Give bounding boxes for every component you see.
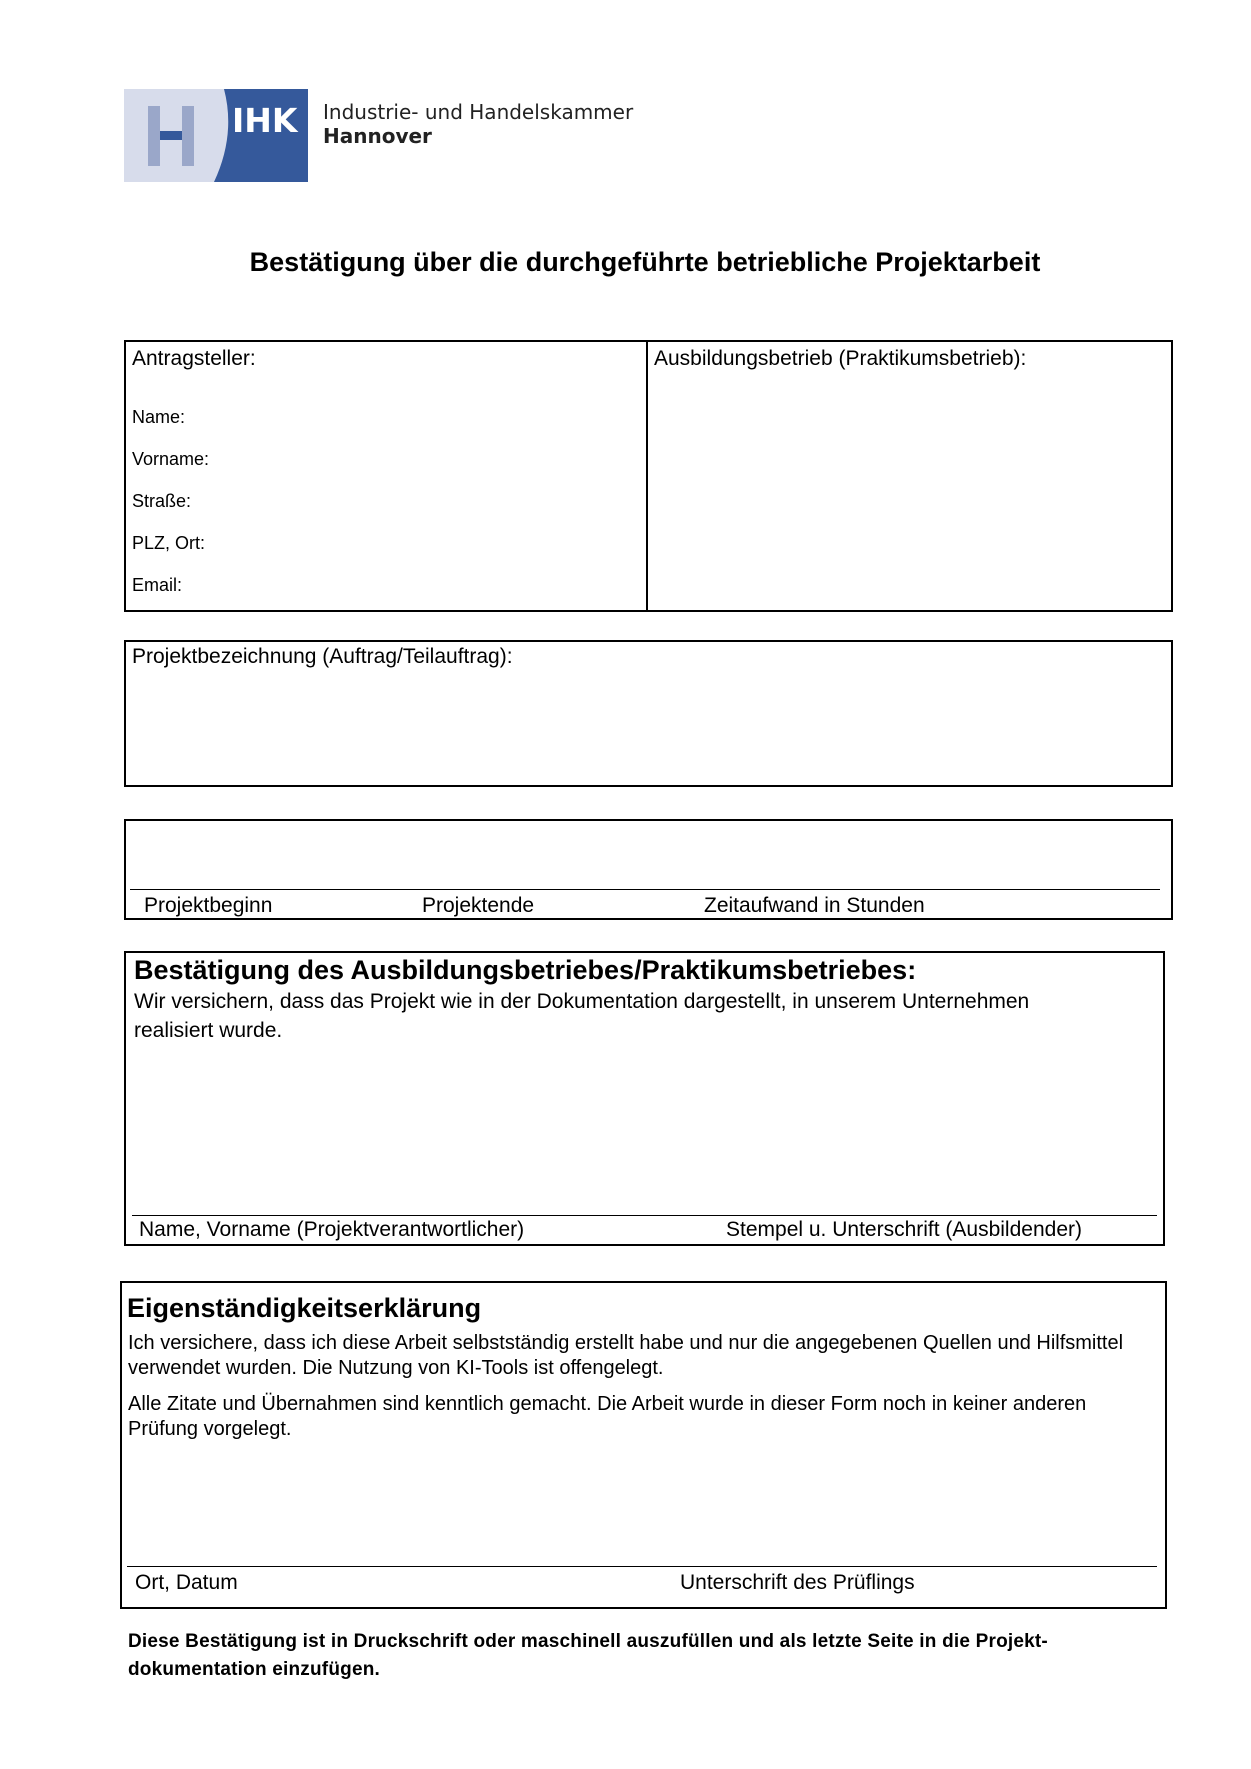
box-divider	[646, 340, 648, 612]
svg-text:IHK: IHK	[232, 101, 298, 140]
declaration-signature-line	[127, 1566, 1157, 1567]
field-street: Straße:	[132, 491, 192, 511]
field-name: Name:	[132, 407, 186, 427]
company-confirmation-box	[124, 951, 1165, 1246]
declaration-paragraph-1: Ich versichere, dass ich diese Arbeit selbstständig erstellt habe und nur die angegebenen Quellen und Hilfsmittel verwendet wurden. Die Nutzung von KI-Tools ist offengelegt.	[128, 1332, 1124, 1379]
ihk-logo	[124, 89, 308, 182]
project-begin-label: Projektbeginn	[144, 894, 273, 917]
declaration-heading: Eigenständigkeitserklärung	[127, 1293, 482, 1323]
declaration-paragraph-2: Alle Zitate und Übernahmen sind kenntlich gemacht. Die Arbeit wurde in dieser Form noch in keiner anderen Prüfung vorgelegt.	[128, 1393, 1087, 1440]
project-heading: Projektbezeichnung (Auftrag/Teilauftrag):	[132, 645, 513, 668]
footer-note: Diese Bestätigung ist in Druckschrift oder maschinell auszufüllen und als letzte Seite in die Projekt-dokumentation einzufügen.	[128, 1631, 1048, 1680]
applicant-company-box	[124, 340, 1173, 612]
organization-name	[323, 100, 633, 148]
dates-signature-line	[130, 889, 1160, 890]
field-email: Email:	[132, 575, 183, 595]
project-dates-box	[124, 819, 1173, 920]
confirmation-signature-line	[132, 1215, 1157, 1216]
declaration-box	[120, 1281, 1167, 1609]
hours-label: Zeitaufwand in Stunden	[704, 894, 925, 917]
page-title: Bestätigung über die durchgeführte betriebliche Projektarbeit	[249, 247, 1041, 277]
stamp-signature-label: Stempel u. Unterschrift (Ausbildender)	[726, 1218, 1082, 1241]
org-line-1: Industrie- und Handelskammer	[323, 100, 634, 124]
field-firstname: Vorname:	[132, 449, 210, 469]
confirmation-text-line-2: realisiert wurde.	[134, 1019, 283, 1042]
candidate-signature-label: Unterschrift des Prüflings	[680, 1571, 915, 1594]
confirmation-heading: Bestätigung des Ausbildungsbetriebes/Praktikumsbetriebes:	[134, 955, 917, 985]
company-heading: Ausbildungsbetrieb (Praktikumsbetrieb):	[654, 347, 1027, 370]
responsible-name-label: Name, Vorname (Projektverantwortlicher)	[139, 1218, 525, 1241]
confirmation-text-line-1: Wir versichern, dass das Projekt wie in der Dokumentation dargestellt, in unserem Unternehmen	[134, 990, 1030, 1013]
applicant-heading: Antragsteller:	[132, 347, 256, 370]
place-date-label: Ort, Datum	[135, 1571, 238, 1594]
org-line-2: Hannover	[323, 124, 432, 148]
field-zip-city: PLZ, Ort:	[132, 533, 206, 553]
project-end-label: Projektende	[422, 894, 535, 917]
